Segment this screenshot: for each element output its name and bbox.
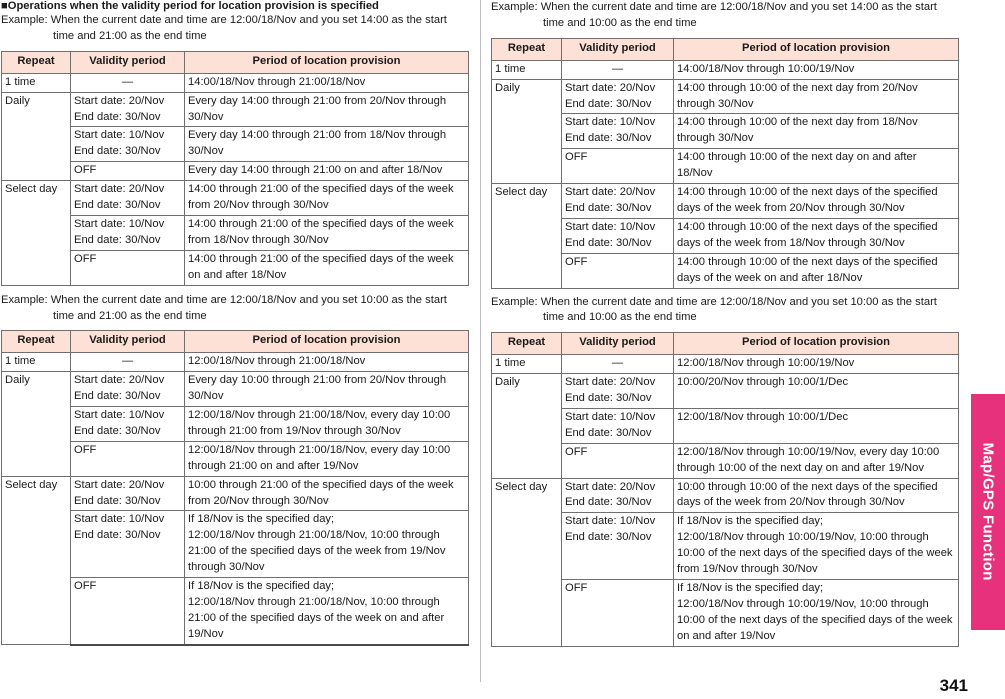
table-row <box>492 355 959 374</box>
validity-cell: Start date: 20/Nov End date: 30/Nov <box>71 181 185 216</box>
column-divider <box>480 0 481 682</box>
period-cell: 14:00 through 21:00 of the specified days of the week on and after 18/Nov <box>185 250 469 285</box>
table-header-row <box>2 331 469 353</box>
table-row <box>492 478 959 513</box>
validity-cell: Start date: 10/Nov End date: 30/Nov <box>71 407 185 442</box>
table-row <box>492 580 959 647</box>
header-validity: Validity period <box>71 51 185 73</box>
table-row <box>492 443 959 478</box>
chapter-tab <box>971 394 1005 630</box>
period-cell: Every day 10:00 through 21:00 from 20/Nov through 30/Nov <box>185 372 469 407</box>
validity-cell: Start date: 10/Nov End date: 30/Nov <box>562 218 674 253</box>
table-row <box>2 578 469 645</box>
period-cell: Every day 14:00 through 21:00 from 18/Nov through 30/Nov <box>185 127 469 162</box>
header-repeat: Repeat <box>492 38 562 60</box>
right-column <box>491 0 959 647</box>
header-period: Period of location provision <box>185 51 469 73</box>
header-period: Period of location provision <box>674 38 959 60</box>
repeat-cell: Daily <box>492 374 562 478</box>
header-repeat: Repeat <box>2 331 71 353</box>
table-row <box>2 181 469 216</box>
table-row <box>2 372 469 407</box>
period-cell: If 18/Nov is the specified day; 12:00/18/Nov through 10:00/19/Nov, 10:00 through 10:00 of the next days of the specified days of the week from 19/Nov through 30/Nov <box>674 513 959 580</box>
table-row <box>492 253 959 288</box>
table-row <box>492 408 959 443</box>
table-row <box>2 441 469 476</box>
period-cell: 14:00 through 10:00 of the next day on and after 18/Nov <box>674 149 959 184</box>
validity-cell: — <box>562 355 674 374</box>
repeat-cell: Select day <box>492 478 562 646</box>
repeat-cell: Daily <box>2 92 71 181</box>
table-row <box>2 92 469 127</box>
table-row <box>492 60 959 79</box>
table-header-row <box>492 333 959 355</box>
section-heading: ■Operations when the validity period for location provision is specified <box>1 0 379 12</box>
validity-cell: OFF <box>71 250 185 285</box>
table-row <box>2 250 469 285</box>
table-row <box>2 407 469 442</box>
period-cell: 14:00 through 21:00 of the specified days of the week from 18/Nov through 30/Nov <box>185 215 469 250</box>
table-row <box>2 353 469 372</box>
period-cell: 14:00 through 10:00 of the next day from 18/Nov through 30/Nov <box>674 114 959 149</box>
validity-cell: OFF <box>562 443 674 478</box>
repeat-cell: Select day <box>2 476 71 645</box>
chapter-tab-label: Map/GPS Function <box>979 442 997 582</box>
left-column <box>1 0 469 646</box>
period-cell: 14:00 through 10:00 of the next day from 20/Nov through 30/Nov <box>674 79 959 114</box>
table-row <box>2 73 469 92</box>
example-text-2: Example: When the current date and time are 12:00/18/Nov and you set 10:00 as the start time and 21:00 as the end time <box>1 293 447 322</box>
validity-cell: Start date: 10/Nov End date: 30/Nov <box>562 513 674 580</box>
table-row <box>492 114 959 149</box>
validity-cell: — <box>71 73 185 92</box>
header-period: Period of location provision <box>674 333 959 355</box>
table-row <box>492 79 959 114</box>
table-row <box>2 162 469 181</box>
period-cell: 14:00 through 10:00 of the next days of the specified days of the week from 20/Nov through 30/Nov <box>674 184 959 219</box>
period-cell: If 18/Nov is the specified day; 12:00/18/Nov through 21:00/18/Nov, 10:00 through 21:00 of the specified days of the week on and after 19/Nov <box>185 578 469 645</box>
header-repeat: Repeat <box>492 333 562 355</box>
table-row <box>492 374 959 409</box>
period-cell: 12:00/18/Nov through 21:00/18/Nov, every day 10:00 through 21:00 from 19/Nov through 30/Nov <box>185 407 469 442</box>
validity-cell: Start date: 10/Nov End date: 30/Nov <box>562 408 674 443</box>
validity-cell: Start date: 10/Nov End date: 30/Nov <box>71 215 185 250</box>
period-cell: 12:00/18/Nov through 21:00/18/Nov <box>185 353 469 372</box>
validity-cell: — <box>562 60 674 79</box>
example-text-4: Example: When the current date and time are 12:00/18/Nov and you set 10:00 as the start time and 10:00 as the end time <box>491 295 937 324</box>
period-cell: If 18/Nov is the specified day; 12:00/18/Nov through 21:00/18/Nov, 10:00 through 21:00 of the specified days of the week from 19/Nov through 30/Nov <box>185 511 469 578</box>
example-text-3: Example: When the current date and time are 12:00/18/Nov and you set 14:00 as the start time and 10:00 as the end time <box>491 1 937 29</box>
period-cell: 14:00/18/Nov through 21:00/18/Nov <box>185 73 469 92</box>
repeat-cell: Daily <box>2 372 71 476</box>
table-row <box>492 149 959 184</box>
period-cell: Every day 14:00 through 21:00 on and after 18/Nov <box>185 162 469 181</box>
period-table-4 <box>491 332 959 646</box>
period-cell: 10:00 through 21:00 of the specified days of the week from 20/Nov through 30/Nov <box>185 476 469 511</box>
header-period: Period of location provision <box>185 331 469 353</box>
period-table-2 <box>1 330 469 645</box>
page-number: 341 <box>939 675 968 695</box>
repeat-cell: 1 time <box>2 353 71 372</box>
period-cell: 10:00 through 10:00 of the next days of the specified days of the week from 20/Nov through 30/Nov <box>674 478 959 513</box>
validity-cell: OFF <box>71 441 185 476</box>
period-cell: 10:00/20/Nov through 10:00/1/Dec <box>674 374 959 409</box>
period-cell: 14:00 through 21:00 of the specified days of the week from 20/Nov through 30/Nov <box>185 181 469 216</box>
table-row <box>2 511 469 578</box>
validity-cell: Start date: 20/Nov End date: 30/Nov <box>71 372 185 407</box>
repeat-cell: 1 time <box>492 60 562 79</box>
repeat-cell: Daily <box>492 79 562 183</box>
table-row <box>492 218 959 253</box>
validity-cell: OFF <box>562 253 674 288</box>
header-validity: Validity period <box>71 331 185 353</box>
table-row <box>492 184 959 219</box>
table-row <box>492 513 959 580</box>
validity-cell: OFF <box>562 580 674 647</box>
validity-cell: OFF <box>71 162 185 181</box>
period-cell: 12:00/18/Nov through 21:00/18/Nov, every day 10:00 through 21:00 on and after 19/Nov <box>185 441 469 476</box>
validity-cell: Start date: 20/Nov End date: 30/Nov <box>562 374 674 409</box>
table-row <box>2 476 469 511</box>
table-header-row <box>2 51 469 73</box>
validity-cell: Start date: 10/Nov End date: 30/Nov <box>71 127 185 162</box>
period-cell: 12:00/18/Nov through 10:00/19/Nov, every day 10:00 through 10:00 of the next day on and after 19/Nov <box>674 443 959 478</box>
period-cell: 14:00 through 10:00 of the next days of the specified days of the week from 18/Nov through 30/Nov <box>674 218 959 253</box>
period-cell: 12:00/18/Nov through 10:00/19/Nov <box>674 355 959 374</box>
validity-cell: Start date: 20/Nov End date: 30/Nov <box>71 92 185 127</box>
repeat-cell: Select day <box>2 181 71 285</box>
validity-cell: OFF <box>562 149 674 184</box>
validity-cell: Start date: 10/Nov End date: 30/Nov <box>71 511 185 578</box>
table-row <box>2 215 469 250</box>
validity-cell: OFF <box>71 578 185 645</box>
validity-cell: Start date: 20/Nov End date: 30/Nov <box>562 184 674 219</box>
repeat-cell: 1 time <box>2 73 71 92</box>
period-cell: 14:00/18/Nov through 10:00/19/Nov <box>674 60 959 79</box>
header-validity: Validity period <box>562 333 674 355</box>
table-row <box>2 127 469 162</box>
table-header-row <box>492 38 959 60</box>
period-table-3 <box>491 38 959 289</box>
validity-cell: Start date: 20/Nov End date: 30/Nov <box>562 79 674 114</box>
validity-cell: Start date: 20/Nov End date: 30/Nov <box>562 478 674 513</box>
repeat-cell: 1 time <box>492 355 562 374</box>
repeat-cell: Select day <box>492 184 562 288</box>
period-cell: Every day 14:00 through 21:00 from 20/Nov through 30/Nov <box>185 92 469 127</box>
validity-cell: Start date: 20/Nov End date: 30/Nov <box>71 476 185 511</box>
period-cell: 12:00/18/Nov through 10:00/1/Dec <box>674 408 959 443</box>
period-table-1 <box>1 51 469 286</box>
header-repeat: Repeat <box>2 51 71 73</box>
validity-cell: — <box>71 353 185 372</box>
period-cell: If 18/Nov is the specified day; 12:00/18/Nov through 10:00/19/Nov, 10:00 through 10:00 of the next days of the specified days of the week on and after 19/Nov <box>674 580 959 647</box>
period-cell: 14:00 through 10:00 of the next days of the specified days of the week on and after 18/Nov <box>674 253 959 288</box>
header-validity: Validity period <box>562 38 674 60</box>
validity-cell: Start date: 10/Nov End date: 30/Nov <box>562 114 674 149</box>
example-text-1: Example: When the current date and time are 12:00/18/Nov and you set 14:00 as the start time and 21:00 as the end time <box>1 14 447 42</box>
